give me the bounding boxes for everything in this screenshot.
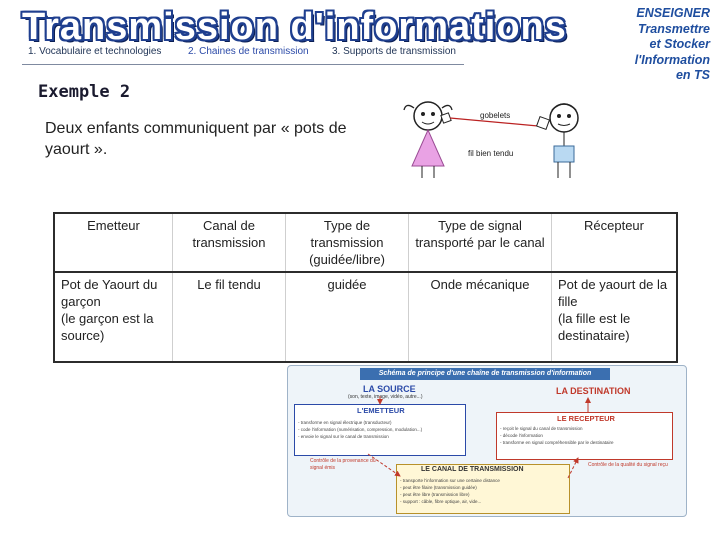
boy-figure (537, 104, 578, 178)
cell-emetteur: Pot de Yaourt du garçon (le garçon est la source) (54, 272, 173, 362)
subject-label: ENSEIGNER Transmettre et Stocker l'Information en TS (634, 6, 710, 82)
cell-canal: Le fil tendu (173, 272, 286, 362)
table-row (54, 272, 677, 362)
header-canal: Canal de transmission (173, 213, 286, 272)
diagram-destination: LA DESTINATION (556, 386, 631, 396)
cell-type-signal: Onde mécanique (409, 272, 552, 362)
canal-line: - transporte l'information sur une certaine distance (400, 478, 500, 483)
transmission-chain-diagram (287, 365, 687, 517)
diagram-source: LA SOURCE (363, 384, 416, 394)
tab-vocabulaire[interactable]: 1. Vocabulaire et technologies (28, 46, 162, 57)
cell-type-transmission: guidée (286, 272, 409, 362)
tab-divider (22, 64, 464, 65)
diagram-title: Schéma de principe d'une chaîne de transmission d'information (360, 368, 610, 380)
example-title: Exemple 2 (38, 82, 131, 102)
emetteur-line: - envoie le signal sur le canal de transmission (298, 434, 389, 439)
tab-supports[interactable]: 3. Supports de transmission (332, 46, 456, 57)
page-title: Transmission d'informations (22, 6, 567, 48)
label-cups: gobelets (480, 111, 511, 120)
canal-title: LE CANAL DE TRANSMISSION (421, 466, 524, 473)
label-wire: fil bien tendu (468, 149, 514, 158)
children-illustration (398, 96, 598, 184)
header-type-transmission: Type de transmission (guidée/libre) (286, 213, 409, 272)
note-right: Contrôle de la qualité du signal reçu (588, 462, 668, 468)
emetteur-line: - code l'information (numérisation, compression, modulation...) (298, 427, 423, 432)
note-left: Contrôle de la provenance du signal émis (310, 458, 376, 471)
canal-line: - peut être libre (transmission libre) (400, 492, 470, 497)
girl-figure (404, 102, 452, 178)
header-recepteur: Récepteur (552, 213, 678, 272)
table-header-row (54, 213, 677, 272)
cell-recepteur: Pot de yaourt de la fille (la fille est le destinataire) (552, 272, 678, 362)
header-emetteur: Emetteur (54, 213, 173, 272)
canal-line: - peut être filaire (transmission guidée) (400, 485, 477, 490)
header-type-signal: Type de signal transporté par le canal (409, 213, 552, 272)
diagram-arrows (288, 366, 686, 516)
diagram-source-sub: (son, texte, image, vidéo, autre...) (348, 394, 423, 400)
example-intro: Deux enfants communiquent par « pots de yaourt ». (45, 120, 347, 158)
emetteur-title: L'EMETTEUR (357, 406, 405, 415)
communication-table (53, 212, 678, 363)
tab-chaines[interactable]: 2. Chaines de transmission (188, 46, 309, 57)
recepteur-line: - reçoit le signal du canal de transmission (500, 426, 583, 431)
recepteur-title: LE RECEPTEUR (557, 414, 615, 423)
recepteur-line: - transforme en signal compréhensible par le destinataire (500, 440, 614, 445)
emetteur-line: - transforme en signal électrique (transducteur) (298, 420, 392, 425)
canal-line: - support : câble, fibre optique, air, vide... (400, 499, 482, 504)
recepteur-line: - décode l'information (500, 433, 543, 438)
